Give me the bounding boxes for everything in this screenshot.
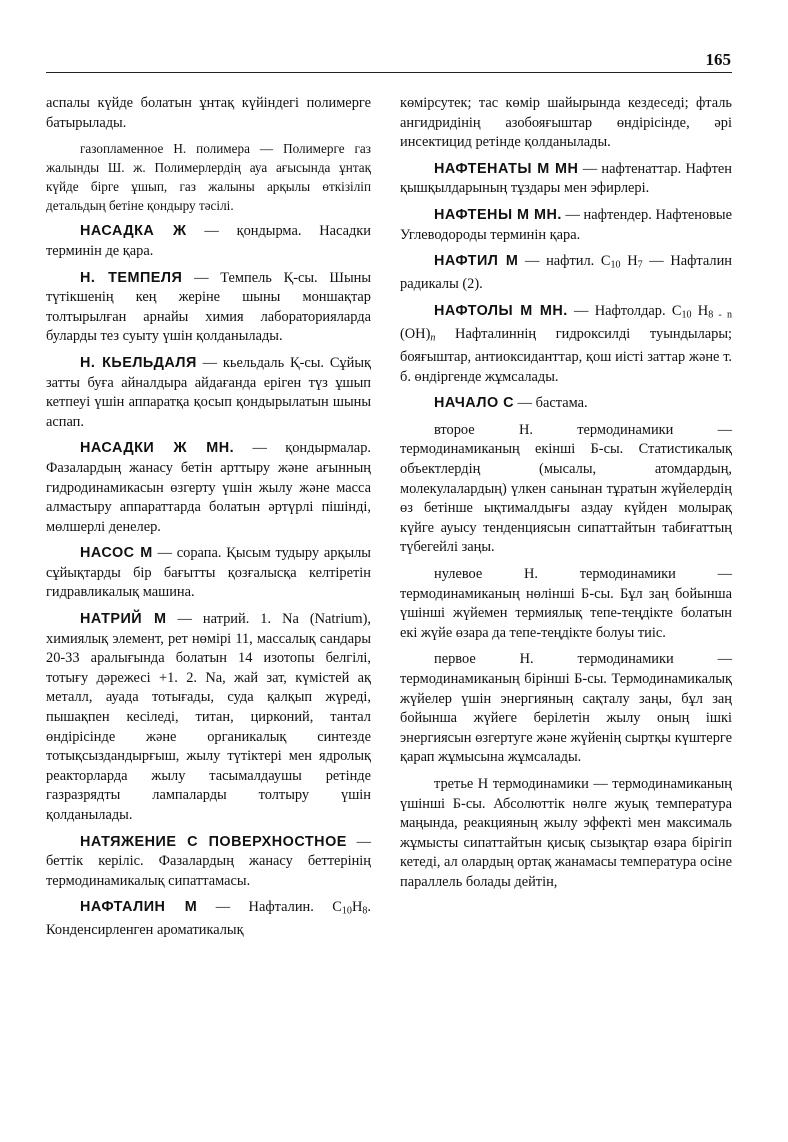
page-number: 165 xyxy=(705,50,731,69)
entry-continuation xyxy=(400,94,732,153)
entry-text: первое Н. термодинамики — термодинамиканың бірінші Б-сы. Термодинамикалық жүйелер үшін энергияның сақталу заңы, бұл заң бойынша жүйеге берілетін жылу оның ішкі энергиясын өзгертуге және жүйенің сыртқы күштерге қарап жұмысына жұмсалады. xyxy=(400,651,732,766)
entry-naftil xyxy=(400,252,732,295)
entry-definition: — Темпель Қ-сы. Шыны түтікшенің кең жеріне шыны моншақтар толтырылған арнайы химия лабораторияларда буларды тез суыту үшін қолданылады. xyxy=(46,269,371,345)
entry-n-kjeldalya xyxy=(46,354,371,432)
entry-natrij xyxy=(46,610,371,826)
formula-part: H xyxy=(620,253,638,270)
entry-naftenaty xyxy=(400,160,732,199)
entry-definition: — нафтендер. Нафтеновые Углеводороды терминін қара. xyxy=(400,206,732,243)
formula-part: H xyxy=(691,302,709,319)
entry-definition: — қондырмалар. Фазалардың жанасу бетін арттыру және ағынның гидродинамикасын өзгерту үшін жылу және масса алмастыру аппараттарда болатын әртүрлі пішінді, мөлшерлі денелер. xyxy=(46,440,371,535)
entry-n-tempelya xyxy=(46,269,371,347)
formula-subscript: n xyxy=(430,332,436,344)
entry-naftalin xyxy=(46,898,371,941)
entry-definition: Нафталиннің гидроксилді туындылары; бояғыштар, антиоксиданттар, қош иісті заттар және т. б. өндіргенде жұмсалады. xyxy=(400,325,732,385)
entry-definition: — кьельдаль Қ-сы. Сұйық затты буға айналдыра айдағанда еріген түз ұшып кетпеуі үшін аппаратқа қосып қондырылатын шыны аспап. xyxy=(46,354,371,430)
entry-headword: НАФТЕНАТЫ М МН xyxy=(434,160,579,177)
entry-definition: — бастама. xyxy=(514,395,588,412)
formula-part: (OH) xyxy=(400,325,431,342)
entry-definition: — нафтил. C xyxy=(518,253,611,270)
entry-definition: — беттік керіліс. Фазалардың жанасу беттерінің термодинамикалық сипаттамасы. xyxy=(46,833,371,889)
entry-text: третье Н термодинамики — термодинамиканың үшінші Б-сы. Абсолюттік нөлге жуық температура маңында, реакцияның жылу эффекті мен максималь жұмысты сипаттайтын қисық сызықтар өзара бірігіп кетеді, ал олардың ортақ жанамасы температура осіне параллель болады дейтін, xyxy=(400,775,732,890)
entry-text: көмірсутек; тас көмір шайырында кездеседі; фталь ангидридінің азобояғыштар өндірісінде, әрі инсектицид ретінде қолданылады. xyxy=(400,95,732,151)
entry-text: нулевое Н. термодинамики — термодинамиканың нөлінші Б-сы. Бұл заң бойынша үшінші жүйемен термиялық тепе-теңдікте болатын екі жүйе өзара да тепе-теңдікте болуы тиіс. xyxy=(400,566,732,641)
left-column xyxy=(46,94,371,948)
entry-definition: — Нафталин. C xyxy=(197,899,342,916)
entry-definition: — Нафтолдар. C xyxy=(567,302,682,319)
formula-subscript: 10 xyxy=(681,309,692,321)
entry-headword: НАФТИЛ М xyxy=(434,253,519,270)
entry-headword: НАФТАЛИН М xyxy=(80,899,198,916)
right-column xyxy=(400,94,732,900)
entry-continuation xyxy=(46,94,371,133)
entry-nasadka xyxy=(46,222,371,261)
formula-subscript: 10 xyxy=(341,905,352,917)
entry-text: газопламенное Н. полимера — Полимерге газ жалынды Ш. ж. Полимерлердің ауа ағысында ұнтақ күйде бірге ұшып, газ жалыны арқылы өткізіліп детальдың бетіне қондыру тәсілі. xyxy=(46,141,371,213)
entry-definition: — нафтенаттар. Нафтен қышқылдарының тұздары мен эфирлері. xyxy=(400,160,732,197)
formula-part: H xyxy=(351,899,363,916)
entry-definition: — Нафталин радикалы (2). xyxy=(400,253,732,293)
entry-natyazhenie xyxy=(46,833,371,892)
entry-headword: НАЧАЛО С xyxy=(434,395,515,412)
entry-nasos xyxy=(46,544,371,603)
entry-naftoly xyxy=(400,302,732,387)
entry-nasadki xyxy=(46,439,371,537)
entry-headword: НАСАДКА Ж xyxy=(80,223,187,240)
entry-headword: НАФТОЛЫ М МН. xyxy=(434,302,568,319)
entry-headword: НАТРИЙ М xyxy=(80,611,167,628)
entry-trete-nachalo xyxy=(400,775,732,893)
entry-text: аспалы күйде болатын ұнтақ күйіндегі полимерге батырылады. xyxy=(46,95,371,131)
entry-headword: НАСОС М xyxy=(80,545,153,562)
entry-text: второе Н. термодинамики — термодинамиканың екінші Б-сы. Статистикалық объектлердің (мысалы, атомдардың, молекулалардың) үлкен санынан тұратын жүйелердің өз бетінше ықтималдығы аздау күйден молырақ күйге ауысу тенденциясын сипаттайтын табиғаттың түбегейлі заңы. xyxy=(400,421,732,556)
entry-headword: Н. КЬЕЛЬДАЛЯ xyxy=(80,354,197,371)
entry-headword: Н. ТЕМПЕЛЯ xyxy=(80,269,183,286)
entry-headword: НАФТЕНЫ М МН. xyxy=(434,206,562,223)
entry-definition: — қондырма. Насадки терминін де қара. xyxy=(46,223,371,259)
entry-headword: НАСАДКИ Ж МН. xyxy=(80,440,235,457)
entry-nafteny xyxy=(400,206,732,245)
entry-nachalo xyxy=(400,394,732,414)
formula-subscript: 8 xyxy=(362,905,368,917)
header-rule xyxy=(46,72,732,73)
entry-definition: — сорапа. Қысым тудыру арқылы сұйықтарды бір бағытты қозғалысқа келтіретін гидравликалық машина. xyxy=(46,545,371,601)
formula-subscript: 7 xyxy=(637,259,643,271)
entry-headword: НАТЯЖЕНИЕ С ПОВЕРХНОСТНОЕ xyxy=(80,833,347,850)
formula-subscript: 10 xyxy=(610,259,621,271)
entry-pervoe-nachalo xyxy=(400,650,732,768)
entry-gazoplamennoe xyxy=(46,140,371,215)
entry-nulevoe-nachalo xyxy=(400,565,732,643)
entry-definition: . Конденсирленген ароматикалық xyxy=(46,899,371,939)
entry-vtoroe-nachalo xyxy=(400,421,732,558)
entry-definition: — натрий. 1. Na (Natrium), химиялық элемент, рет нөмірі 11, массалық сандары 20-33 аралығында болатын 14 изотопы белгілі, тотығу дәрежесі +1. 2. Na, жай зат, күмістей ақ металл, ауада тотығады, суда қалқып жүреді, пышақпен кесіледі, титан, цирконий, тантал өндірісінде және органикалық синтезде тотықсыздандырғыш, жылу түтіктері мен ядролық реакторларда жылу тасымалдаушы ретінде газразрядты лампаларды толтыру үшін қолданылады. xyxy=(46,611,371,823)
formula-subscript: 8 - n xyxy=(708,309,732,321)
